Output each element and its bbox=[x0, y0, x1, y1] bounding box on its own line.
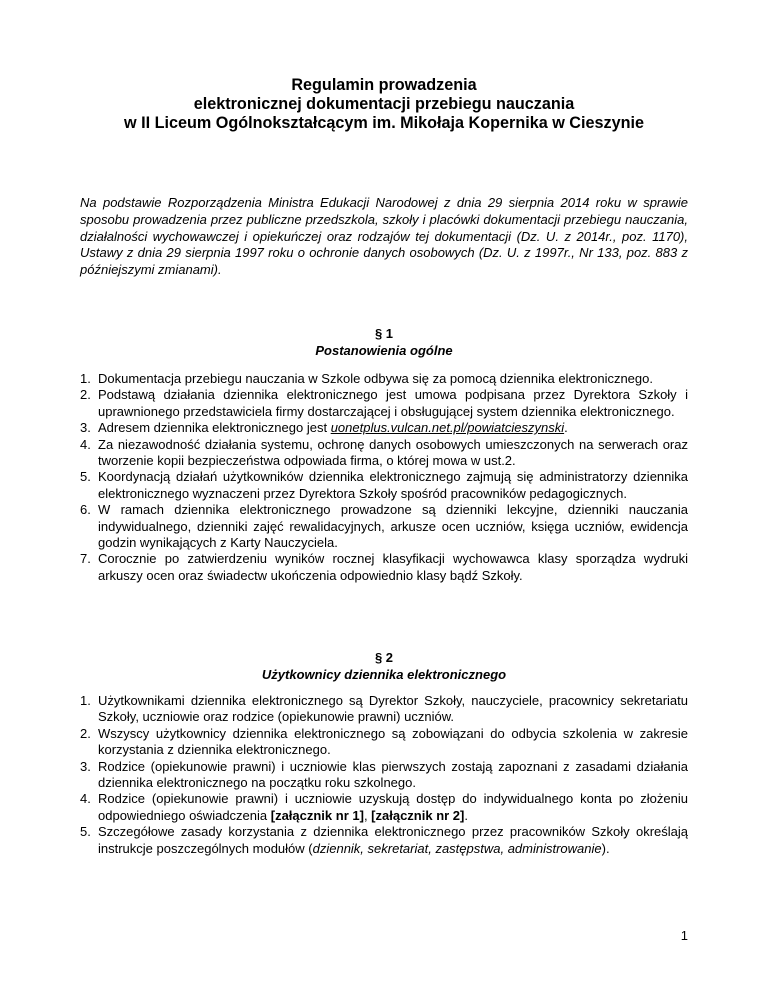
section-2-title: Użytkownicy dziennika elektronicznego bbox=[261, 667, 507, 682]
list-item bbox=[80, 759, 688, 792]
item-text: Podstawą działania dziennika elektronicznego jest umowa podpisana przez Dyrektora Szkoły i uprawnionego przedstawiciela firmy dostarczającej i obsługującej system dziennika elektronicznego. bbox=[98, 387, 688, 419]
list-item bbox=[80, 824, 688, 857]
section-1-heading bbox=[80, 325, 688, 359]
section-2-number: § 2 bbox=[374, 650, 394, 665]
list-item bbox=[80, 469, 688, 502]
section-2-list bbox=[80, 693, 688, 857]
item-number: 7. bbox=[80, 551, 91, 567]
list-item bbox=[80, 791, 688, 824]
item-number: 1. bbox=[80, 693, 91, 708]
item-text: Dokumentacja przebiegu nauczania w Szkole odbywa się za pomocą dziennika elektronicznego. bbox=[98, 371, 653, 386]
item-text-post: . bbox=[564, 420, 568, 436]
title-line-1: Regulamin prowadzenia bbox=[291, 76, 477, 94]
attachment-2-reference: [załącznik nr 2] bbox=[371, 807, 465, 823]
item-text: Użytkownikami dziennika elektronicznego są Dyrektor Szkoły, nauczyciele, pracownicy sekretariatu Szkoły, uczniowie oraz rodzice (opiekunowie prawni) uczniów. bbox=[98, 693, 688, 725]
legal-basis-paragraph: Na podstawie Rozporządzenia Ministra Edukacji Narodowej z dnia 29 sierpnia 2014 roku w sprawie sposobu prowadzenia przez publiczne przedszkola, szkoły i placówki dokumentacji przebiegu nauczania, działalności wychowawczej i opiekuńczej oraz rodzajów tej dokumentacji (Dz. U. z 2014r., poz. 1170), Ustawy z dnia 29 sierpnia 1997 roku o ochronie danych osobowych (Dz. U. z 1997r., Nr 133, poz. 883 z późniejszymi zmianami). bbox=[80, 195, 688, 278]
attachment-1-reference: [załącznik nr 1] bbox=[270, 807, 364, 823]
list-item bbox=[80, 693, 688, 726]
module-names: dziennik, sekretariat, zastępstwa, administrowanie bbox=[312, 840, 602, 856]
item-text-post: . bbox=[464, 807, 468, 823]
item-text: Wszyscy użytkownicy dziennika elektronicznego są zobowiązani do odbycia szkolenia w zakresie korzystania z dziennika elektronicznego. bbox=[98, 725, 688, 758]
journal-address-link[interactable]: uonetplus.vulcan.net.pl/powiatcieszynski bbox=[330, 420, 565, 436]
list-item bbox=[80, 387, 688, 420]
item-number: 4. bbox=[80, 791, 91, 807]
item-text-pre: Rodzice (opiekunowie prawni) i uczniowie uzyskują dostęp do indywidualnego konta po złożeniu odpowiedniego oświadczenia bbox=[98, 791, 688, 823]
item-number: 6. bbox=[80, 502, 91, 518]
page-number: 1 bbox=[680, 928, 688, 943]
document-title bbox=[80, 76, 688, 133]
list-item bbox=[80, 420, 688, 436]
item-text: Rodzice (opiekunowie prawni) i uczniowie klas pierwszych zostają zapoznani z zasadami działania dziennika elektronicznego na początku roku szkolnego. bbox=[98, 758, 688, 791]
list-item bbox=[80, 726, 688, 759]
item-text: Koordynacją działań użytkowników dziennika elektronicznego zajmują się administratorzy dziennika elektronicznego wyznaczeni przez Dyrektora Szkoły spośród pracowników pedagogicznych. bbox=[98, 469, 688, 501]
item-number: 2. bbox=[80, 387, 91, 403]
item-number: 3. bbox=[80, 420, 91, 436]
section-1-list bbox=[80, 371, 688, 584]
list-item bbox=[80, 371, 688, 387]
item-text-post: ). bbox=[601, 840, 610, 856]
item-text-pre: Szczegółowe zasady korzystania z dziennika elektronicznego przez pracowników Szkoły określają instrukcje poszczególnych modułów ( bbox=[98, 824, 688, 856]
item-number: 5. bbox=[80, 469, 91, 485]
item-text: W ramach dziennika elektronicznego prowadzone są dzienniki lekcyjne, dzienniki nauczania indywidualnego, dzienniki zajęć rewalidacyjnych, arkusze ocen uczniów, księga uczniów, ewidencja godzin wynikających z Karty Nauczyciela. bbox=[98, 502, 688, 551]
item-text: Corocznie po zatwierdzeniu wyników rocznej klasyfikacji wychowawca klasy sporządza wydruki arkuszy ocen oraz świadectw ukończenia odpowiednio klasy bądź Szkoły. bbox=[98, 551, 688, 583]
list-item bbox=[80, 437, 688, 470]
title-line-3: w II Liceum Ogólnokształcącym im. Mikołaja Kopernika w Cieszynie bbox=[124, 114, 644, 132]
section-2-heading bbox=[80, 649, 688, 683]
item-text: Za niezawodność działania systemu, ochronę danych osobowych umieszczonych na serwerach oraz tworzenie kopii bezpieczeństwa odpowiada firma, o której mowa w ust.2. bbox=[98, 436, 688, 469]
item-number: 5. bbox=[80, 824, 91, 840]
item-number: 2. bbox=[80, 725, 91, 741]
title-line-2: elektronicznej dokumentacji przebiegu nauczania bbox=[193, 95, 575, 113]
list-item bbox=[80, 502, 688, 551]
section-1-number: § 1 bbox=[374, 326, 394, 341]
list-item bbox=[80, 551, 688, 584]
item-text-pre: Adresem dziennika elektronicznego jest bbox=[98, 420, 331, 436]
item-number: 3. bbox=[80, 758, 91, 774]
section-1-title: Postanowienia ogólne bbox=[315, 343, 453, 358]
item-number: 4. bbox=[80, 436, 91, 452]
item-number: 1. bbox=[80, 371, 91, 386]
item-text-mid: , bbox=[363, 807, 372, 823]
